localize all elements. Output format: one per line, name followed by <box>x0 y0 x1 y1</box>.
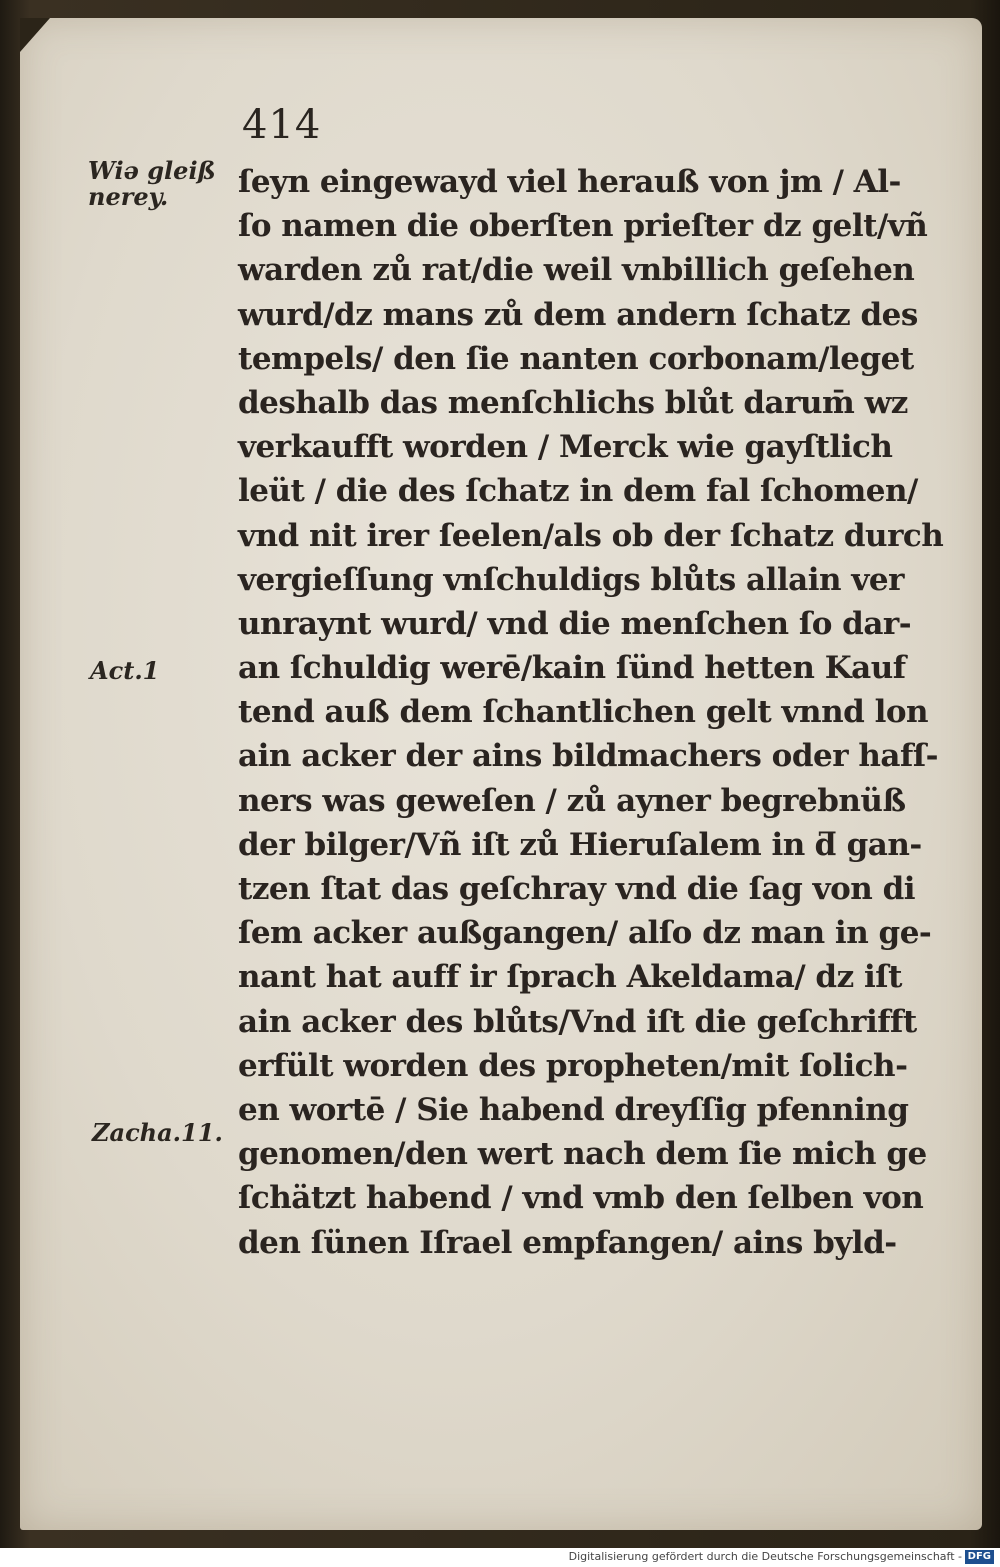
text-line: ſem acker außgangen/ alſo dz man in ge- <box>238 915 932 952</box>
text-line: der bilger/Vñ iſt zů Hieruſalem in ƌ gan- <box>238 826 922 863</box>
body-text <box>238 160 944 1265</box>
text-line: leüt / die des ſchatz in dem fal ſchomen/ <box>238 473 918 510</box>
dfg-logo: DFG <box>965 1550 994 1564</box>
margin-note <box>88 158 216 210</box>
page-corner-fold <box>20 18 50 52</box>
funding-credit: Digitalisierung gefördert durch die Deutsche Forschungsgemeinschaft - <box>568 1550 962 1563</box>
text-line: deshalb das menſchlichs blůt darum̄ wz <box>238 384 908 421</box>
text-line: tzen ſtat das geſchray vnd die ſag von di <box>238 871 916 907</box>
text-line: en wortē / Sie habend dreyſſig pfenning <box>238 1091 909 1128</box>
text-line: ain acker des blůts/Vnd iſt die geſchrifft <box>238 1003 917 1040</box>
text-line: genomen/den wert nach dem ſie mich ge <box>238 1136 927 1173</box>
text-line: ners was geweſen / zů ayner begrebnüß <box>238 782 906 819</box>
text-line: ſchätzt habend / vnd vmb den ſelben von <box>238 1180 924 1217</box>
margin-note <box>92 1120 223 1146</box>
margin-note-line: Wiə gleiß <box>88 156 216 185</box>
text-line: unraynt wurd/ vnd die menſchen ſo dar- <box>238 605 912 642</box>
text-line: nant hat auff ir ſprach Akeldama/ dz iſt <box>238 959 902 996</box>
text-line: erfült worden des propheten/mit ſolich- <box>238 1047 908 1084</box>
text-line: vergieſſung vnſchuldigs blůts allain ver <box>238 561 904 598</box>
text-line: tend auß dem ſchantlichen gelt vnnd lon <box>238 694 929 731</box>
text-line: den ſünen Iſrael empfangen/ ains byld- <box>238 1224 897 1261</box>
margin-note-line: nerey. <box>88 182 169 211</box>
text-line: ain acker der ains bildmachers oder hafſ- <box>238 738 939 775</box>
text-line: an ſchuldig werē/kain ſünd hetten Kauf <box>238 650 906 687</box>
text-line: warden zů rat/die weil vnbillich geſehen <box>238 252 915 289</box>
text-line: ſo namen die oberſten prieſter dz gelt/vñ <box>238 208 928 245</box>
text-line: verkaufft worden / Merck wie gayſtlich <box>238 429 893 466</box>
text-line: ſeyn eingewayd viel herauß von jm / Al- <box>238 164 901 200</box>
page-number: 414 <box>242 102 322 148</box>
text-line: wurd/dz mans zů dem andern ſchatz des <box>238 296 918 333</box>
margin-note-line: Act.1 <box>90 656 160 685</box>
text-line: vnd nit irer ſeelen/als ob der ſchatz durch <box>238 517 944 554</box>
margin-note <box>90 658 159 684</box>
text-line: tempels/ den ſie nanten corbonam/leget <box>238 340 914 377</box>
margin-note-line: Zacha.11. <box>92 1118 223 1147</box>
